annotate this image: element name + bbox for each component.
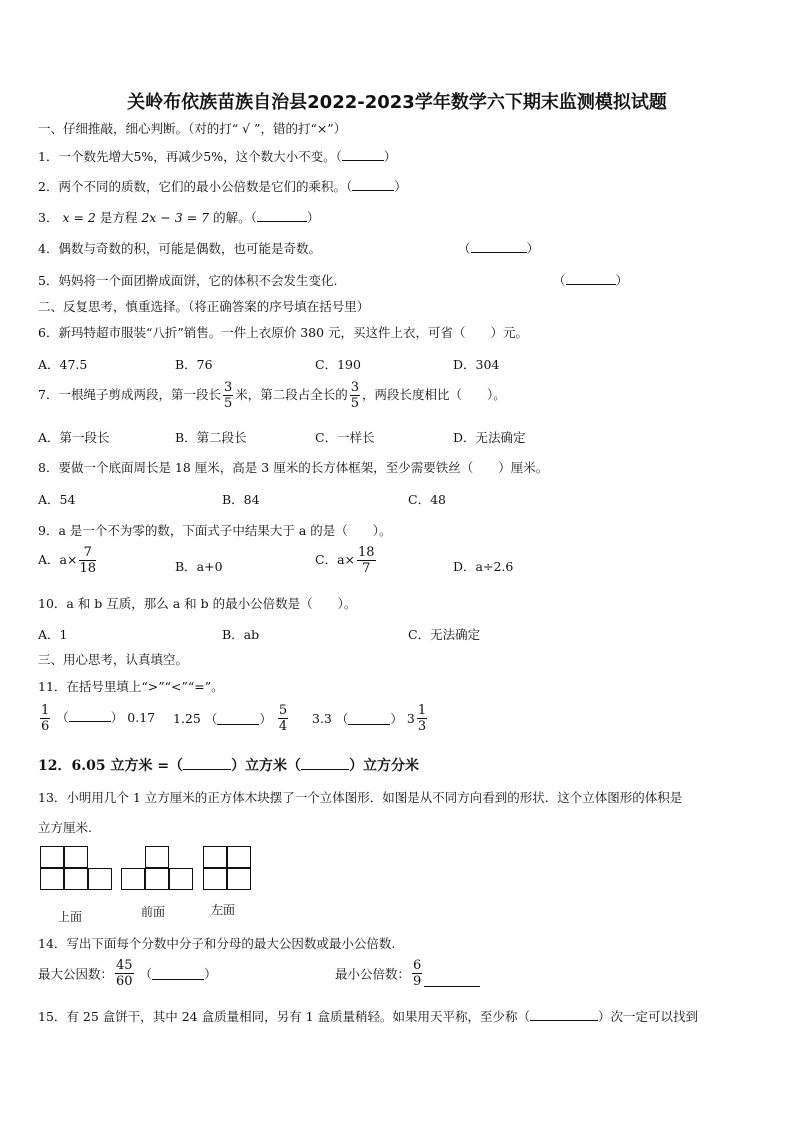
question-9: 9．a 是一个不为零的数，下面式子中结果大于 a 的是（ ）。 bbox=[38, 523, 392, 538]
option-b[interactable]: B．a+0 bbox=[175, 559, 223, 574]
answer-blank[interactable] bbox=[257, 209, 307, 222]
equation-x: x = 2 bbox=[62, 210, 96, 225]
mixed-whole: 3 bbox=[406, 711, 415, 726]
gcd-label: 最大公因数： bbox=[38, 966, 114, 982]
option-b[interactable]: B．ab bbox=[222, 627, 260, 642]
denominator: 7 bbox=[362, 561, 371, 576]
question-12-text: 12．6.05 立方米 =（ bbox=[38, 758, 184, 774]
section-3-heading: 三、用心思考，认真填空。 bbox=[38, 652, 189, 667]
question-4: 4．偶数与奇数的积，可能是偶数，也可能是奇数。 bbox=[38, 241, 321, 256]
question-1-text: 1．一个数先增大5%，再减少5%，这个数大小不变。（ bbox=[38, 149, 342, 164]
grid-cell bbox=[145, 868, 169, 890]
fraction bbox=[417, 703, 427, 734]
grid-cell bbox=[64, 868, 88, 890]
numerator: 3 bbox=[223, 380, 233, 395]
option-a[interactable]: A．第一段长 bbox=[38, 430, 110, 445]
answer-blank[interactable] bbox=[183, 757, 231, 770]
grid-cell bbox=[121, 868, 145, 890]
paren: ） bbox=[394, 179, 407, 194]
answer-blank[interactable] bbox=[471, 240, 527, 253]
question-12 bbox=[38, 755, 419, 775]
answer-blank[interactable] bbox=[342, 148, 384, 161]
grid-cell bbox=[203, 868, 227, 890]
question-13: 13．小明用几个 1 立方厘米的正方体木块摆了一个立体图形．如图是从不同方向看到的形状．这个立体图形的体积是 bbox=[38, 790, 683, 805]
section-1-heading: 一、仔细推敲，细心判断。（对的打“ √ ”，错的打“×”） bbox=[38, 121, 347, 136]
question-3-text-end: 的解。（ bbox=[213, 210, 257, 225]
question-2-text: 2．两个不同的质数，它们的最小公倍数是它们的乘积。（ bbox=[38, 179, 353, 194]
numerator: 6 bbox=[413, 958, 422, 973]
question-5-answer bbox=[553, 271, 628, 289]
numerator: 45 bbox=[116, 958, 133, 973]
paren: ） bbox=[383, 149, 397, 164]
option-c[interactable]: C．48 bbox=[408, 492, 446, 507]
grid-cell bbox=[145, 846, 169, 868]
answer-blank[interactable] bbox=[352, 178, 394, 191]
grid-cell bbox=[227, 868, 251, 890]
equation: 2x − 3 = 7 bbox=[141, 210, 210, 225]
numerator: 1 bbox=[417, 703, 427, 718]
option-c[interactable]: C．一样长 bbox=[315, 430, 375, 445]
question-13-continued: 立方厘米. bbox=[38, 820, 92, 835]
answer-blank[interactable] bbox=[348, 712, 390, 725]
denominator: 9 bbox=[413, 974, 422, 989]
option-a-label: A．a× bbox=[38, 552, 78, 567]
question-15-text: 15．有 25 盒饼干，其中 24 盒质量相同，另有 1 盒质量稍轻。如果用天平称，至少称（ bbox=[38, 1009, 531, 1024]
denominator: 4 bbox=[278, 719, 288, 734]
question-7-text-mid: 米，第二段占全长的 bbox=[235, 387, 348, 402]
option-b[interactable]: B．84 bbox=[222, 492, 260, 507]
question-7 bbox=[38, 380, 506, 411]
fraction bbox=[278, 703, 288, 734]
option-b[interactable]: B．第二段长 bbox=[175, 430, 247, 445]
question-1 bbox=[38, 147, 396, 165]
lcm-item bbox=[335, 958, 480, 989]
denominator: 3 bbox=[417, 719, 427, 734]
left-view-figure bbox=[203, 846, 253, 896]
question-15 bbox=[38, 1007, 698, 1025]
fraction bbox=[350, 380, 360, 411]
paren: （ bbox=[553, 273, 566, 288]
fraction bbox=[357, 545, 376, 576]
paren: ） bbox=[306, 210, 320, 225]
option-d[interactable]: D．a÷2.6 bbox=[453, 559, 514, 574]
fraction bbox=[115, 958, 134, 989]
answer-blank[interactable] bbox=[566, 272, 616, 285]
top-view-figure bbox=[40, 846, 114, 896]
gcd-item bbox=[38, 958, 217, 989]
fraction bbox=[79, 545, 96, 576]
paren: （ bbox=[335, 711, 349, 727]
lcm-label: 最小公倍数： bbox=[335, 966, 411, 982]
question-12-text-mid: ）立方米（ bbox=[231, 758, 302, 774]
denominator: 5 bbox=[350, 396, 360, 411]
value: 3.3 bbox=[312, 711, 332, 726]
answer-blank[interactable] bbox=[424, 974, 480, 987]
question-3 bbox=[38, 208, 319, 226]
grid-cell bbox=[227, 846, 251, 868]
numerator: 7 bbox=[79, 545, 96, 561]
option-a[interactable]: A．1 bbox=[38, 627, 68, 642]
denominator: 18 bbox=[79, 561, 97, 576]
grid-cell bbox=[203, 846, 227, 868]
section-2-heading: 二、反复思考，慎重选择。（将正确答案的序号填在括号里） bbox=[38, 299, 370, 314]
top-view-label: 上面 bbox=[58, 910, 83, 924]
paren: （ bbox=[56, 710, 69, 725]
front-view-figure bbox=[121, 846, 195, 896]
question-10: 10．a 和 b 互质，那么 a 和 b 的最小公倍数是（ ）。 bbox=[38, 596, 357, 611]
paren: ） bbox=[204, 966, 217, 982]
answer-blank[interactable] bbox=[301, 757, 349, 770]
grid-cell bbox=[169, 868, 193, 890]
question-4-answer bbox=[458, 239, 539, 257]
left-view-label: 左面 bbox=[211, 903, 236, 917]
fraction bbox=[223, 380, 233, 411]
question-12-text-end: ）立方分米 bbox=[349, 758, 420, 774]
question-15-text-end: ）次一定可以找到 bbox=[598, 1009, 699, 1024]
answer-blank[interactable] bbox=[530, 1008, 598, 1021]
paren: ） bbox=[526, 241, 540, 256]
paren: （ bbox=[204, 711, 218, 727]
answer-blank[interactable] bbox=[69, 709, 111, 722]
comparison-1 bbox=[38, 703, 155, 734]
denominator: 5 bbox=[223, 396, 233, 411]
option-c[interactable] bbox=[315, 545, 378, 576]
option-b[interactable]: B．76 bbox=[175, 357, 213, 372]
question-2 bbox=[38, 177, 407, 195]
value: 1.25 bbox=[173, 711, 201, 726]
paren: ） bbox=[390, 711, 403, 727]
paren: （ bbox=[458, 241, 471, 256]
question-8: 8．要做一个底面周长是 18 厘米，高是 3 厘米的长方体框架，至少需要铁丝（ ）厘米。 bbox=[38, 460, 549, 475]
paren: ） bbox=[110, 710, 124, 725]
question-7-text: 7．一根绳子剪成两段，第一段长 bbox=[38, 387, 221, 402]
grid-cell bbox=[40, 846, 64, 868]
value: 0.17 bbox=[127, 710, 156, 725]
question-6: 6．新玛特超市服装“八折”销售。一件上衣原价 380 元，买这件上衣，可省（ ）元。 bbox=[38, 325, 529, 340]
question-3-number: 3． bbox=[38, 210, 59, 225]
grid-cell bbox=[88, 868, 112, 890]
paren: ） bbox=[259, 711, 272, 727]
denominator: 6 bbox=[41, 719, 50, 734]
option-d[interactable]: D．304 bbox=[453, 357, 500, 372]
question-3-text: 是方程 bbox=[99, 210, 138, 225]
answer-blank[interactable] bbox=[152, 967, 204, 980]
answer-blank[interactable] bbox=[217, 712, 259, 725]
denominator: 60 bbox=[116, 974, 133, 989]
question-11: 11．在括号里填上“>”“<”“=”。 bbox=[38, 679, 224, 694]
front-view-label: 前面 bbox=[141, 905, 166, 919]
option-a[interactable]: A．47.5 bbox=[38, 357, 88, 372]
fraction bbox=[412, 958, 422, 989]
page-title: 关岭布依族苗族自治县2022-2023学年数学六下期末监测模拟试题 bbox=[127, 92, 667, 113]
numerator: 5 bbox=[278, 703, 288, 718]
question-14: 14．写出下面每个分数中分子和分母的最大公因数或最小公倍数. bbox=[38, 936, 396, 951]
grid-cell bbox=[40, 868, 64, 890]
option-a[interactable]: A．54 bbox=[38, 492, 76, 507]
question-5: 5．妈妈将一个面团擀成面饼，它的体积不会发生变化. bbox=[38, 273, 338, 288]
option-c[interactable]: C．无法确定 bbox=[408, 627, 481, 642]
option-d[interactable]: D．无法确定 bbox=[453, 430, 526, 445]
question-7-text-end: ，两段长度相比（ ）。 bbox=[362, 387, 506, 402]
comparison-2 bbox=[173, 703, 290, 734]
option-a[interactable] bbox=[38, 545, 98, 576]
fraction bbox=[40, 703, 50, 734]
paren: ） bbox=[615, 273, 629, 288]
comparison-3 bbox=[312, 703, 429, 734]
numerator: 18 bbox=[358, 545, 375, 560]
numerator: 3 bbox=[350, 380, 360, 395]
paren: （ bbox=[139, 966, 153, 982]
option-c-label: C．a× bbox=[315, 552, 355, 567]
numerator: 1 bbox=[41, 703, 50, 718]
grid-cell bbox=[64, 846, 88, 868]
option-c[interactable]: C．190 bbox=[315, 357, 361, 372]
